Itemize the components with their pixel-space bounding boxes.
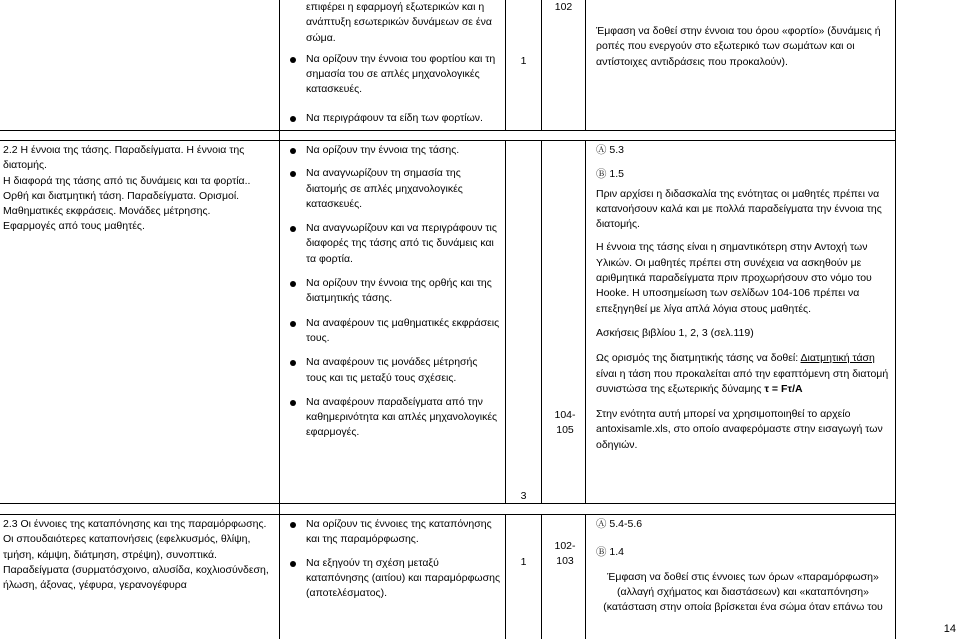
row2-objective-item: Να αναφέρουν παραδείγματα από την καθημερινότητα και απλές μηχανολογικές εφαρμογές. — [285, 395, 500, 441]
row2-shear-formula: τ = Fτ/A — [764, 382, 803, 395]
row2-note-exercises: Ασκήσεις βιβλίου 1, 2, 3 (σελ.119) — [596, 326, 754, 339]
row1-objective-item: Να περιγράφουν τα είδη των φορτίων. — [285, 111, 499, 126]
row2-notes-cell — [596, 143, 890, 453]
row2-objective-item: Να αναφέρουν τις μαθηματικές εκφράσεις τους. — [285, 316, 500, 347]
row2-topic-line: Ορθή και διατμητική τάση. Παραδείγματα. Ορισμοί. — [3, 189, 240, 202]
row2-note-para: Πριν αρχίσει η διδασκαλία της ενότητας οι μαθητές πρέπει να κατανοήσουν καλά και με πολλά παραδείγματα την έννοια της διατομής. — [596, 187, 882, 231]
row3-ref-b: Ⓑ 1.4 — [596, 546, 625, 559]
row1-objectives-cell — [285, 0, 499, 126]
table-divider-pages — [585, 0, 586, 130]
row2-objective-item: Να ορίζουν την έννοια της ορθής και της διατμητικής τάσης. — [285, 276, 500, 307]
table-border-left — [279, 0, 280, 639]
table-divider-pages — [585, 514, 586, 639]
row3-topic-line: 2.3 Οι έννοιες της καταπόνησης και της παραμόρφωσης. — [3, 518, 267, 530]
table-divider-hours — [541, 514, 542, 639]
row2-ref-b: Ⓑ 1.5 — [596, 168, 625, 181]
row3-topic-cell — [3, 517, 275, 593]
row2-topic-line: Μαθηματικές εκφράσεις. Μονάδες μέτρησης. — [3, 205, 211, 218]
row2-topic-cell — [3, 143, 275, 235]
row1-hours: 1 — [520, 55, 527, 67]
row-divider — [0, 140, 896, 141]
row2-shear-lead: Ως ορισμός της διατμητικής τάσης να δοθεί: — [596, 352, 801, 365]
row1-objective-item: Να ορίζουν την έννοια του φορτίου και τη σημασία του σε απλές μηχανολογικές κατασκευές. — [285, 52, 499, 98]
row1-notes: Έμφαση να δοθεί στην έννοια του όρου «φορτίο» (δυνάμεις ή ροπές που ενεργούν στο εξωτερικό των σωμάτων και οι αντίστοιχες αντιδράσεις που προκαλούν). — [596, 25, 881, 68]
row2-shear-term: Διατμητική τάση — [800, 352, 875, 365]
row2-objectives-cell — [285, 143, 500, 441]
page-number: 14 — [943, 623, 956, 635]
row3-objective-item: Να ορίζουν τις έννοιες της καταπόνησης και της παραμόρφωσης. — [285, 517, 500, 548]
row2-topic-line: Εφαρμογές από τους μαθητές. — [3, 220, 145, 233]
table-divider-pages — [585, 140, 586, 503]
table-divider-objectives — [505, 140, 506, 503]
row-divider — [0, 514, 896, 515]
row2-note-para: Στην ενότητα αυτή μπορεί να χρησιμοποιηθεί το αρχείο antoxisamle.xls, στο οποίο αναφερόμαστε στην εισαγωγή των οδηγιών. — [596, 408, 883, 451]
row3-objectives-cell — [285, 517, 500, 601]
row2-note-para: Η έννοια της τάσης είναι η σημαντικότερη στην Αντοχή των Υλικών. Οι μαθητές πρέπει στη συνέχεια να ασκηθούν με αριθμητικά παραδείγματα πριν προχωρήσουν στο νόμο του Hooke. Η υποσημείωση των σελίδων 104-106 πρέπει να επεξηγηθεί με λίγα απλά λόγια στους μαθητές. — [596, 241, 872, 315]
table-divider-objectives — [505, 514, 506, 639]
row1-pages: 102 — [554, 1, 573, 13]
row2-objective-item: Να αναφέρουν τις μονάδες μέτρησής τους και τις μεταξύ τους σχέσεις. — [285, 355, 500, 386]
row2-objective-item: Να αναγνωρίζουν τη σημασία της διατομής σε απλές μηχανολογικές κατασκευές. — [285, 166, 500, 212]
row2-shear-rest: είναι η τάση που προκαλείται από την εφαπτόμενη στη διατομή συνιστώσα της εξωτερικής δύναμης — [596, 367, 889, 395]
table-divider-hours — [541, 140, 542, 503]
row2-note-shear-definition — [596, 351, 890, 397]
row-divider — [0, 503, 896, 504]
row3-objective-item: Να εξηγούν τη σχέση μεταξύ καταπόνησης (αιτίου) και παραμόρφωσης (αποτελέσματος). — [285, 556, 500, 602]
row2-hours: 3 — [520, 490, 527, 502]
row2-topic-line: Η διαφορά της τάσης από τις δυνάμεις και τα φορτία.. — [3, 174, 251, 187]
table-border-right — [895, 0, 896, 639]
row-divider — [0, 130, 896, 131]
row2-objective-item: Να ορίζουν την έννοια της τάσης. — [285, 143, 500, 158]
row2-objective-item: Να αναγνωρίζουν και να περιγράφουν τις διαφορές της τάσης από τις δυνάμεις και τα φορτία. — [285, 221, 500, 267]
row2-topic-line: 2.2 Η έννοια της τάσης. Παραδείγματα. Η έννοια της διατομής. — [3, 144, 245, 172]
table-divider-hours — [541, 0, 542, 130]
row1-objective-continuation: επιφέρει η εφαρμογή εξωτερικών και η ανάπτυξη εσωτερικών δυνάμεων σε ένα σώμα. — [306, 1, 492, 44]
row3-note-para: Έμφαση να δοθεί στις έννοιες των όρων «παραμόρφωση» (αλλαγή σχήματος και διαστάσεων) και «καταπόνηση» (κατάσταση στην οποία βρίσκεται ένα σώμα όταν επάνω του — [603, 570, 883, 614]
row3-notes-cell — [596, 517, 890, 615]
row3-topic-line: Οι σπουδαιότερες καταπονήσεις (εφελκυσμός, θλίψη, τμήση, κάμψη, διάτμηση, στρέψη), συνοπτικά. — [3, 533, 251, 561]
row3-hours: 1 — [520, 556, 527, 568]
row2-ref-a: Ⓐ 5.3 — [596, 144, 625, 156]
row3-ref-a: Ⓐ 5.4-5.6 — [596, 518, 643, 530]
row2-pages: 104- 105 — [554, 409, 576, 437]
row3-topic-line: Παραδείγματα (συρματόσχοινο, αλυσίδα, κοχλιοσύνδεση, ήλωση, άξονας, γέφυρα, γερανογέφυρα — [3, 563, 269, 592]
row3-pages: 102- 103 — [554, 540, 576, 568]
